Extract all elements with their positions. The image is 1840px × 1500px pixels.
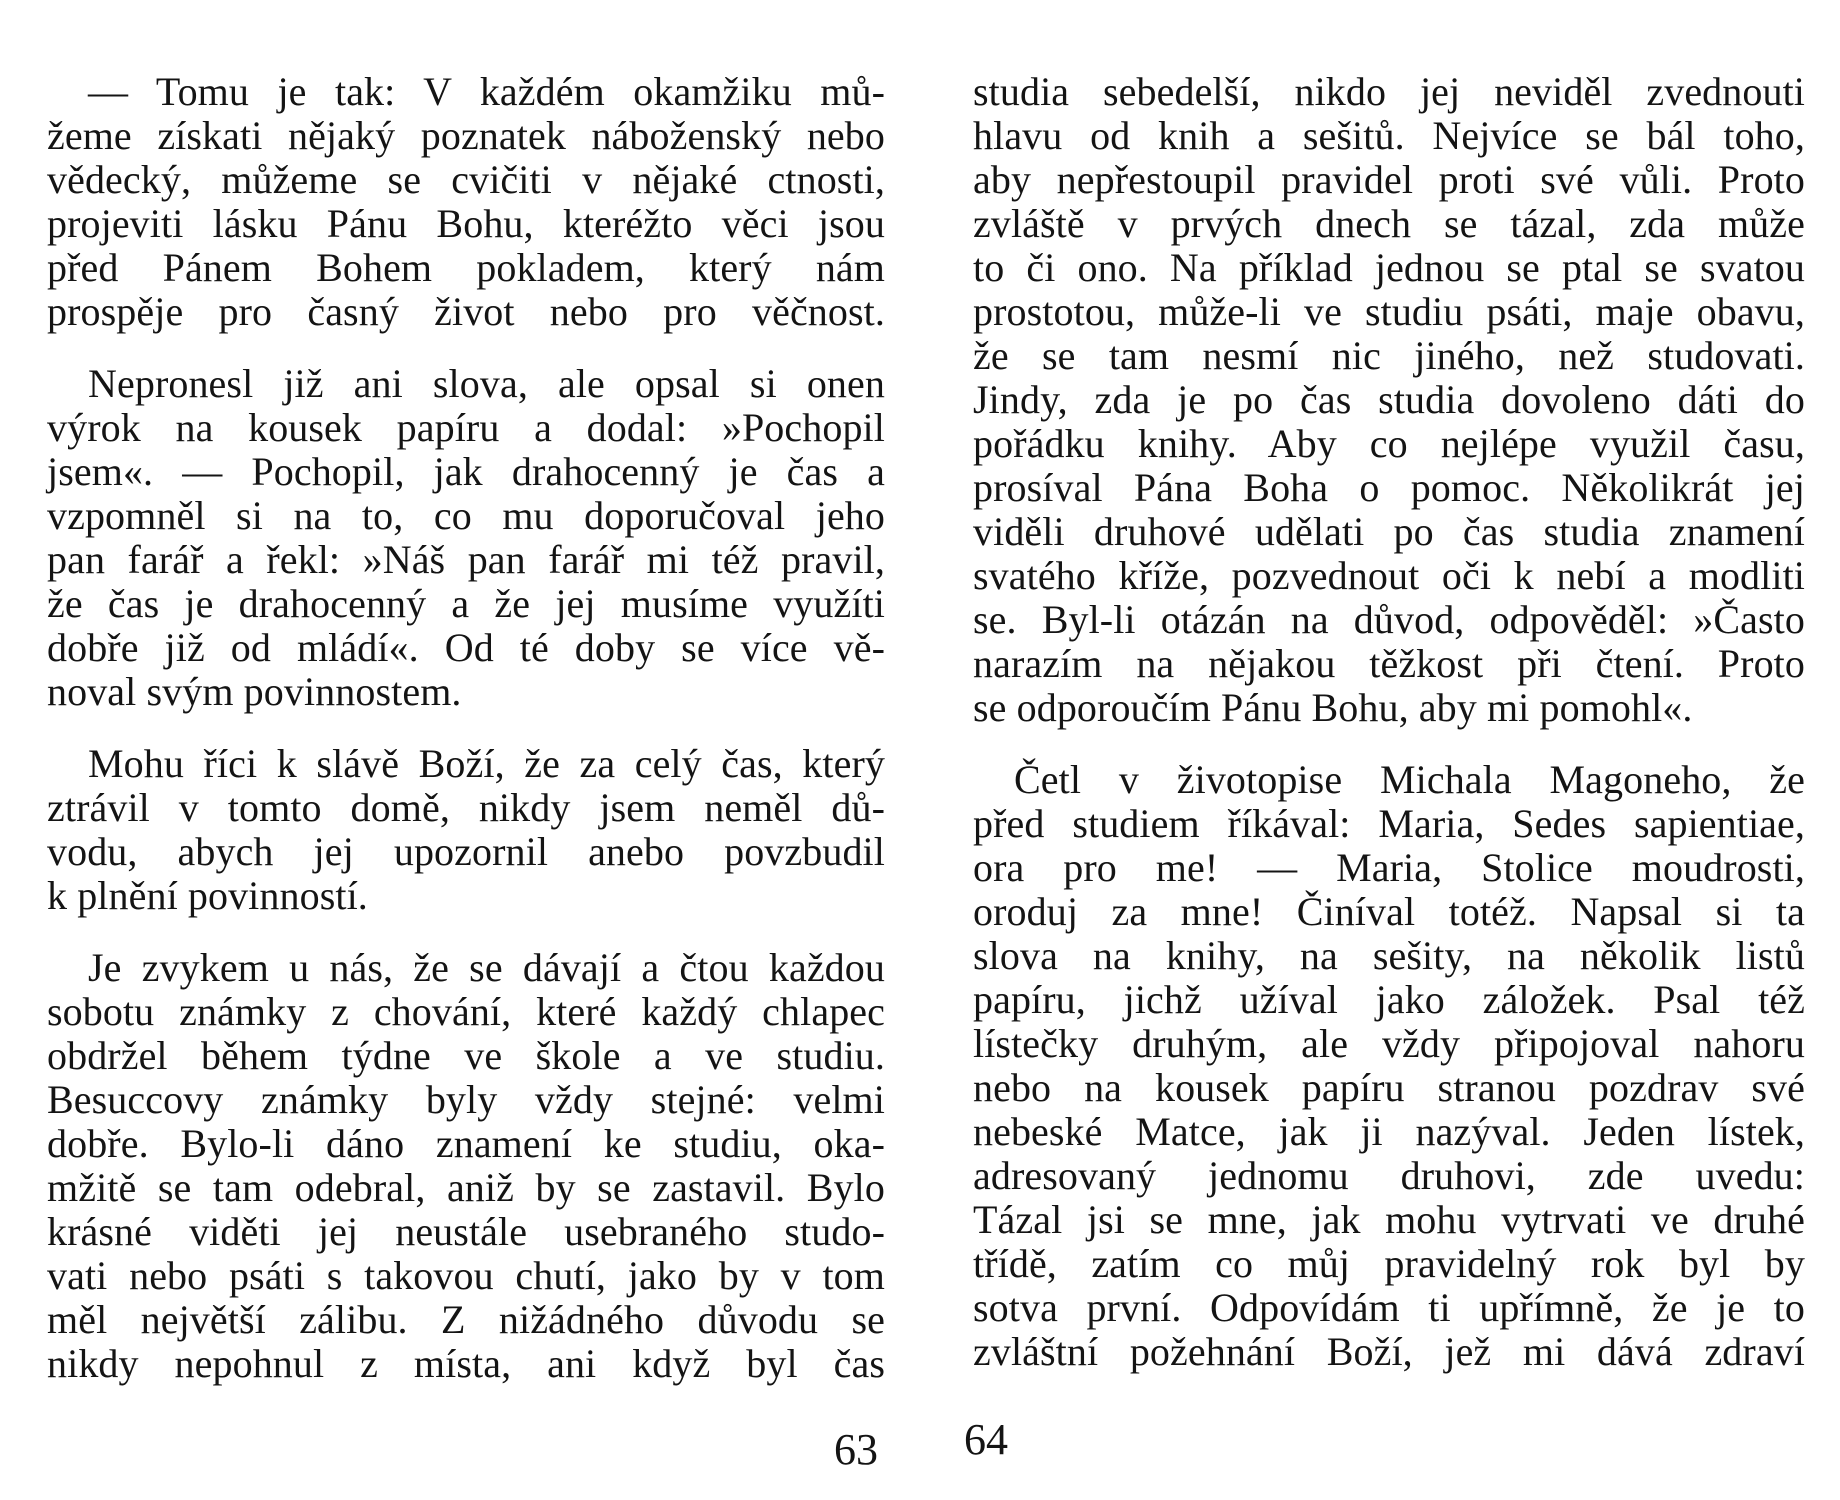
text-line: měl největší zálibu. Z nižádného důvodu se	[47, 1297, 885, 1342]
paragraph	[47, 362, 885, 714]
page-number-right: 64	[964, 1415, 1008, 1464]
text-line: studia sebedelší, nikdo jej neviděl zvednouti	[973, 69, 1805, 114]
text-line: hlavu od knih a sešitů. Nejvíce se bál toho,	[973, 113, 1805, 158]
text-line: dobře. Bylo-li dáno znamení ke studiu, oka-	[47, 1121, 885, 1166]
text-line: lístečky druhým, ale vždy připojoval nahoru	[973, 1021, 1805, 1066]
paragraph	[47, 946, 885, 1386]
text-line: projeviti lásku Pánu Bohu, kteréžto věci jsou	[47, 201, 885, 246]
text-line: dobře již od mládí«. Od té doby se více vě-	[47, 625, 885, 670]
text-line: sotva první. Odpovídám ti upřímně, že je to	[973, 1285, 1805, 1330]
text-line: zvláště v prvých dnech se tázal, zda může	[973, 201, 1805, 246]
text-line: před Pánem Bohem pokladem, který nám	[47, 245, 885, 290]
text-line: vati nebo psáti s takovou chutí, jako by v tom	[47, 1253, 885, 1298]
text-line: narazím na nějakou těžkost při čtení. Proto	[973, 641, 1805, 686]
text-line: zvláštní požehnání Boží, jež mi dává zdraví	[973, 1329, 1805, 1374]
text-line: nikdy nepohnul z místa, ani když byl čas	[47, 1341, 885, 1386]
text-line: se odporoučím Pánu Bohu, aby mi pomohl«.	[973, 685, 1693, 730]
text-line: prosíval Pána Boha o pomoc. Několikrát jej	[973, 465, 1805, 510]
paragraph	[973, 758, 1805, 1374]
text-line: pan farář a řekl: »Náš pan farář mi též pravil,	[47, 537, 885, 582]
text-line: obdržel během týdne ve škole a ve studiu.	[47, 1033, 885, 1078]
text-line: mžitě se tam odebral, aniž by se zastavil. Bylo	[47, 1165, 885, 1210]
paragraph	[47, 70, 885, 334]
left-page-text	[47, 70, 885, 1414]
text-line: adresovaný jednomu druhovi, zde uvedu:	[973, 1153, 1805, 1198]
paragraph	[973, 70, 1805, 730]
text-line: že se tam nesmí nic jiného, než studovati.	[973, 333, 1805, 378]
right-page-text	[973, 70, 1805, 1402]
text-line: žeme získati nějaký poznatek náboženský nebo	[47, 113, 885, 158]
text-line: ora pro me! — Maria, Stolice moudrosti,	[973, 845, 1805, 890]
text-line: slova na knihy, na sešity, na několik listů	[973, 933, 1805, 978]
text-line: pořádku knihy. Aby co nejlépe využil času,	[973, 421, 1805, 466]
text-line: se. Byl-li otázán na důvod, odpověděl: »Často	[973, 597, 1805, 642]
text-line: vzpomněl si na to, co mu doporučoval jeho	[47, 493, 885, 538]
text-line: oroduj za mne! Činíval totéž. Napsal si ta	[973, 889, 1805, 934]
text-line: třídě, zatím co můj pravidelný rok byl by	[973, 1241, 1805, 1286]
text-line: noval svým povinnostem.	[47, 669, 462, 714]
text-line: prospěje pro časný život nebo pro věčnost.	[47, 289, 885, 334]
text-line: Jindy, zda je po čas studia dovoleno dáti do	[973, 377, 1805, 422]
text-line: — Tomu je tak: V každém okamžiku mů-	[88, 69, 885, 114]
text-line: prostotou, může-li ve studiu psáti, maje obavu,	[973, 289, 1805, 334]
text-line: Tázal jsi se mne, jak mohu vytrvati ve druhé	[973, 1197, 1805, 1242]
text-line: Nepronesl již ani slova, ale opsal si onen	[88, 361, 885, 406]
text-line: aby nepřestoupil pravidel proti své vůli. Proto	[973, 157, 1805, 202]
page-number-left: 63	[834, 1425, 878, 1474]
text-line: vodu, abych jej upozornil anebo povzbudil	[47, 829, 885, 874]
text-line: že čas je drahocenný a že jej musíme využíti	[47, 581, 885, 626]
paragraph	[47, 742, 885, 918]
text-line: nebeské Matce, jak ji nazýval. Jeden lístek,	[973, 1109, 1805, 1154]
text-line: výrok na kousek papíru a dodal: »Pochopil	[47, 405, 885, 450]
text-line: ztrávil v tomto domě, nikdy jsem neměl dů-	[47, 785, 885, 830]
text-line: k plnění povinností.	[47, 873, 368, 918]
text-line: Mohu říci k slávě Boží, že za celý čas, který	[88, 741, 885, 786]
text-line: papíru, jichž užíval jako záložek. Psal též	[973, 977, 1805, 1022]
text-line: to či ono. Na příklad jednou se ptal se svatou	[973, 245, 1805, 290]
text-line: nebo na kousek papíru stranou pozdrav své	[973, 1065, 1805, 1110]
text-line: sobotu známky z chování, které každý chlapec	[47, 989, 885, 1034]
text-line: Četl v životopise Michala Magoneho, že	[1014, 757, 1805, 802]
text-line: svatého kříže, pozvednout oči k nebí a modliti	[973, 553, 1805, 598]
text-line: Besuccovy známky byly vždy stejné: velmi	[47, 1077, 885, 1122]
text-line: před studiem říkával: Maria, Sedes sapientiae,	[973, 801, 1805, 846]
text-line: krásné viděti jej neustále usebraného studo-	[47, 1209, 885, 1254]
text-line: jsem«. — Pochopil, jak drahocenný je čas a	[47, 449, 885, 494]
text-line: vědecký, můžeme se cvičiti v nějaké ctnosti,	[47, 157, 885, 202]
text-line: Je zvykem u nás, že se dávají a čtou každou	[88, 945, 885, 990]
text-line: viděli druhové udělati po čas studia znamení	[973, 509, 1805, 554]
